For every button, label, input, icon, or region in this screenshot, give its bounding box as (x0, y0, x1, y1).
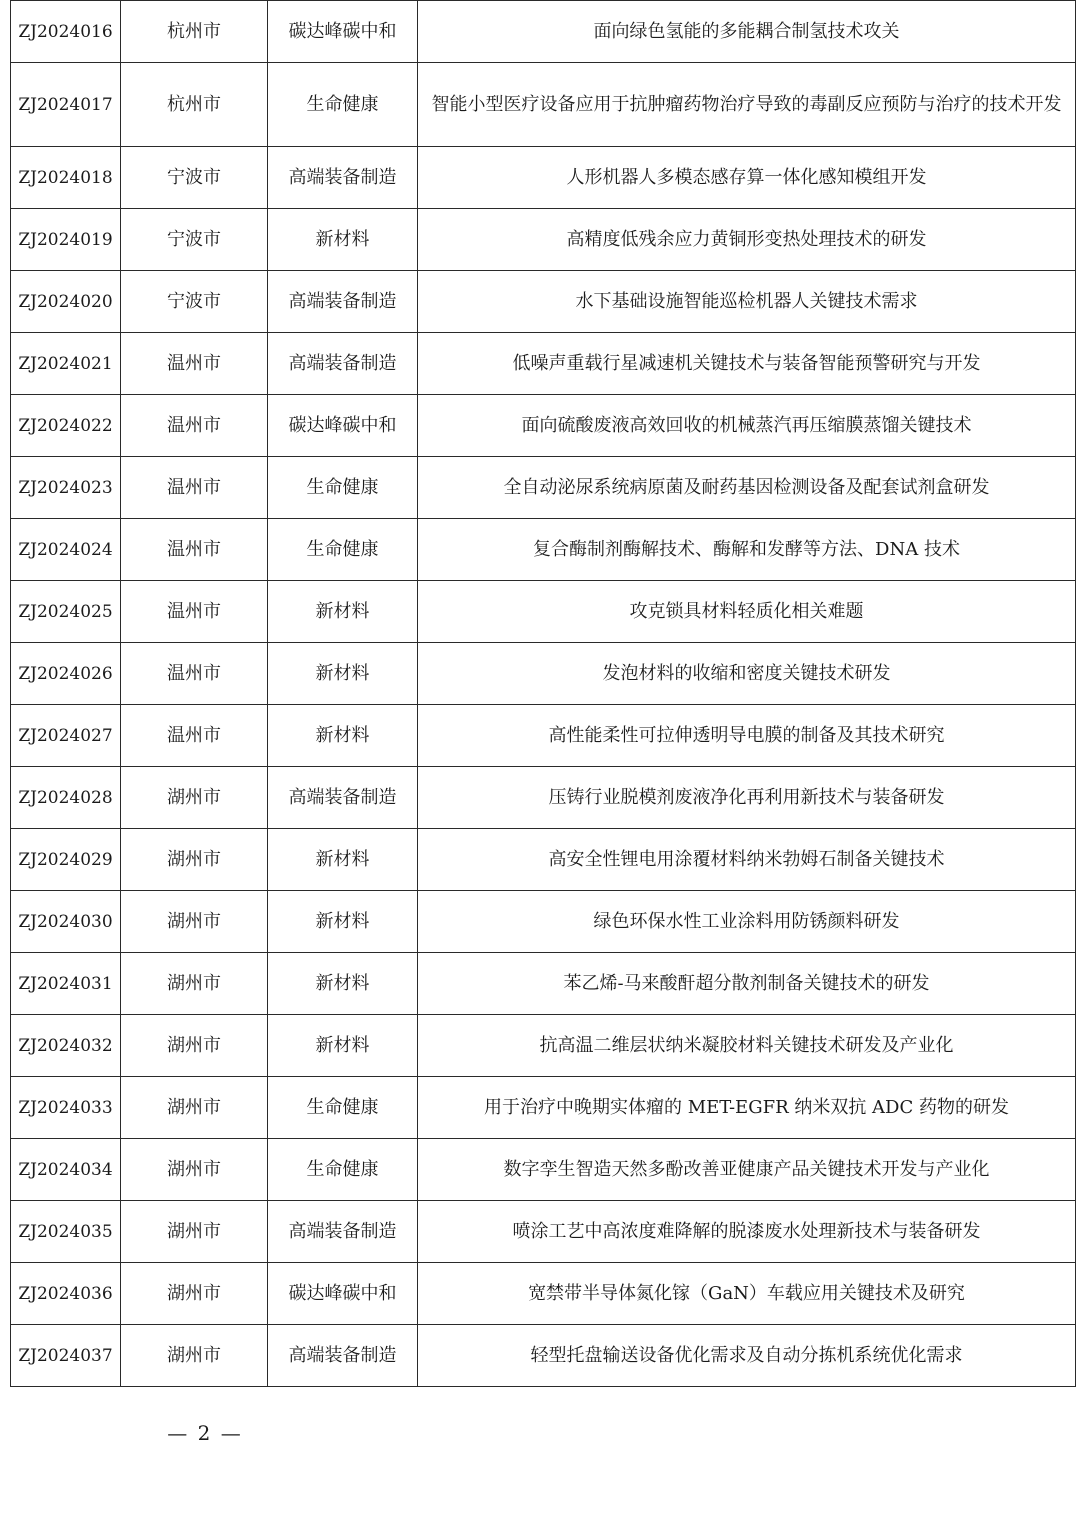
city-cell: 温州市 (121, 457, 268, 519)
project-id-cell: ZJ2024023 (11, 457, 121, 519)
topic-cell: 高精度低残余应力黄铜形变热处理技术的研发 (418, 209, 1076, 271)
table-row (11, 63, 1076, 147)
topic-cell: 低噪声重载行星减速机关键技术与装备智能预警研究与开发 (418, 333, 1076, 395)
topic-cell: 高安全性锂电用涂覆材料纳米勃姆石制备关键技术 (418, 829, 1076, 891)
city-cell: 杭州市 (121, 63, 268, 147)
city-cell: 宁波市 (121, 147, 268, 209)
project-id-cell: ZJ2024034 (11, 1139, 121, 1201)
table-row (11, 705, 1076, 767)
table-row (11, 333, 1076, 395)
field-cell: 高端装备制造 (268, 333, 418, 395)
field-cell: 新材料 (268, 891, 418, 953)
city-cell: 湖州市 (121, 891, 268, 953)
topic-cell: 绿色环保水性工业涂料用防锈颜料研发 (418, 891, 1076, 953)
project-id-cell: ZJ2024035 (11, 1201, 121, 1263)
table-row (11, 1077, 1076, 1139)
project-id-cell: ZJ2024030 (11, 891, 121, 953)
topic-cell: 高性能柔性可拉伸透明导电膜的制备及其技术研究 (418, 705, 1076, 767)
project-id-cell: ZJ2024016 (11, 1, 121, 63)
table-row (11, 1015, 1076, 1077)
project-id-cell: ZJ2024025 (11, 581, 121, 643)
field-cell: 新材料 (268, 953, 418, 1015)
table-row (11, 1201, 1076, 1263)
field-cell: 新材料 (268, 705, 418, 767)
city-cell: 温州市 (121, 581, 268, 643)
field-cell: 生命健康 (268, 519, 418, 581)
city-cell: 湖州市 (121, 767, 268, 829)
topic-cell: 水下基础设施智能巡检机器人关键技术需求 (418, 271, 1076, 333)
city-cell: 宁波市 (121, 271, 268, 333)
topic-cell: 压铸行业脱模剂废液净化再利用新技术与装备研发 (418, 767, 1076, 829)
topic-cell: 苯乙烯-马来酸酐超分散剂制备关键技术的研发 (418, 953, 1076, 1015)
topic-cell: 用于治疗中晚期实体瘤的 MET-EGFR 纳米双抗 ADC 药物的研发 (418, 1077, 1076, 1139)
table-row (11, 767, 1076, 829)
city-cell: 温州市 (121, 519, 268, 581)
topic-cell: 数字孪生智造天然多酚改善亚健康产品关键技术开发与产业化 (418, 1139, 1076, 1201)
project-id-cell: ZJ2024027 (11, 705, 121, 767)
table-row (11, 209, 1076, 271)
table-row (11, 891, 1076, 953)
table-row (11, 1, 1076, 63)
project-id-cell: ZJ2024037 (11, 1325, 121, 1387)
table-row (11, 1325, 1076, 1387)
project-id-cell: ZJ2024018 (11, 147, 121, 209)
project-id-cell: ZJ2024024 (11, 519, 121, 581)
table-row (11, 1263, 1076, 1325)
requirements-table (10, 0, 1076, 1387)
city-cell: 湖州市 (121, 1139, 268, 1201)
city-cell: 温州市 (121, 705, 268, 767)
table-row (11, 457, 1076, 519)
field-cell: 新材料 (268, 643, 418, 705)
topic-cell: 面向绿色氢能的多能耦合制氢技术攻关 (418, 1, 1076, 63)
project-id-cell: ZJ2024033 (11, 1077, 121, 1139)
field-cell: 新材料 (268, 829, 418, 891)
table-row (11, 395, 1076, 457)
field-cell: 高端装备制造 (268, 767, 418, 829)
field-cell: 碳达峰碳中和 (268, 1263, 418, 1325)
table-row (11, 1139, 1076, 1201)
field-cell: 高端装备制造 (268, 1201, 418, 1263)
project-id-cell: ZJ2024028 (11, 767, 121, 829)
field-cell: 新材料 (268, 581, 418, 643)
topic-cell: 宽禁带半导体氮化镓（GaN）车载应用关键技术及研究 (418, 1263, 1076, 1325)
topic-cell: 智能小型医疗设备应用于抗肿瘤药物治疗导致的毒副反应预防与治疗的技术开发 (418, 63, 1076, 147)
field-cell: 生命健康 (268, 1139, 418, 1201)
field-cell: 高端装备制造 (268, 271, 418, 333)
field-cell: 新材料 (268, 209, 418, 271)
project-id-cell: ZJ2024029 (11, 829, 121, 891)
table-row (11, 147, 1076, 209)
city-cell: 湖州市 (121, 1263, 268, 1325)
topic-cell: 复合酶制剂酶解技术、酶解和发酵等方法、DNA 技术 (418, 519, 1076, 581)
project-id-cell: ZJ2024031 (11, 953, 121, 1015)
table-row (11, 643, 1076, 705)
city-cell: 湖州市 (121, 1325, 268, 1387)
topic-cell: 发泡材料的收缩和密度关键技术研发 (418, 643, 1076, 705)
topic-cell: 喷涂工艺中高浓度难降解的脱漆废水处理新技术与装备研发 (418, 1201, 1076, 1263)
field-cell: 生命健康 (268, 63, 418, 147)
city-cell: 杭州市 (121, 1, 268, 63)
city-cell: 温州市 (121, 395, 268, 457)
project-id-cell: ZJ2024020 (11, 271, 121, 333)
field-cell: 碳达峰碳中和 (268, 395, 418, 457)
project-id-cell: ZJ2024017 (11, 63, 121, 147)
field-cell: 高端装备制造 (268, 147, 418, 209)
project-id-cell: ZJ2024022 (11, 395, 121, 457)
city-cell: 湖州市 (121, 953, 268, 1015)
city-cell: 温州市 (121, 333, 268, 395)
city-cell: 宁波市 (121, 209, 268, 271)
table-row (11, 829, 1076, 891)
table-row (11, 271, 1076, 333)
city-cell: 湖州市 (121, 1015, 268, 1077)
field-cell: 新材料 (268, 1015, 418, 1077)
field-cell: 高端装备制造 (268, 1325, 418, 1387)
project-id-cell: ZJ2024021 (11, 333, 121, 395)
table-row (11, 953, 1076, 1015)
topic-cell: 全自动泌尿系统病原菌及耐药基因检测设备及配套试剂盒研发 (418, 457, 1076, 519)
topic-cell: 攻克锁具材料轻质化相关难题 (418, 581, 1076, 643)
topic-cell: 面向硫酸废液高效回收的机械蒸汽再压缩膜蒸馏关键技术 (418, 395, 1076, 457)
field-cell: 碳达峰碳中和 (268, 1, 418, 63)
field-cell: 生命健康 (268, 1077, 418, 1139)
table-row (11, 519, 1076, 581)
page-number: — 2 — (167, 1421, 243, 1445)
city-cell: 湖州市 (121, 1077, 268, 1139)
table-row (11, 581, 1076, 643)
city-cell: 湖州市 (121, 829, 268, 891)
project-id-cell: ZJ2024019 (11, 209, 121, 271)
topic-cell: 人形机器人多模态感存算一体化感知模组开发 (418, 147, 1076, 209)
field-cell: 生命健康 (268, 457, 418, 519)
topic-cell: 抗高温二维层状纳米凝胶材料关键技术研发及产业化 (418, 1015, 1076, 1077)
topic-cell: 轻型托盘输送设备优化需求及自动分拣机系统优化需求 (418, 1325, 1076, 1387)
city-cell: 湖州市 (121, 1201, 268, 1263)
city-cell: 温州市 (121, 643, 268, 705)
project-id-cell: ZJ2024032 (11, 1015, 121, 1077)
project-id-cell: ZJ2024036 (11, 1263, 121, 1325)
project-id-cell: ZJ2024026 (11, 643, 121, 705)
